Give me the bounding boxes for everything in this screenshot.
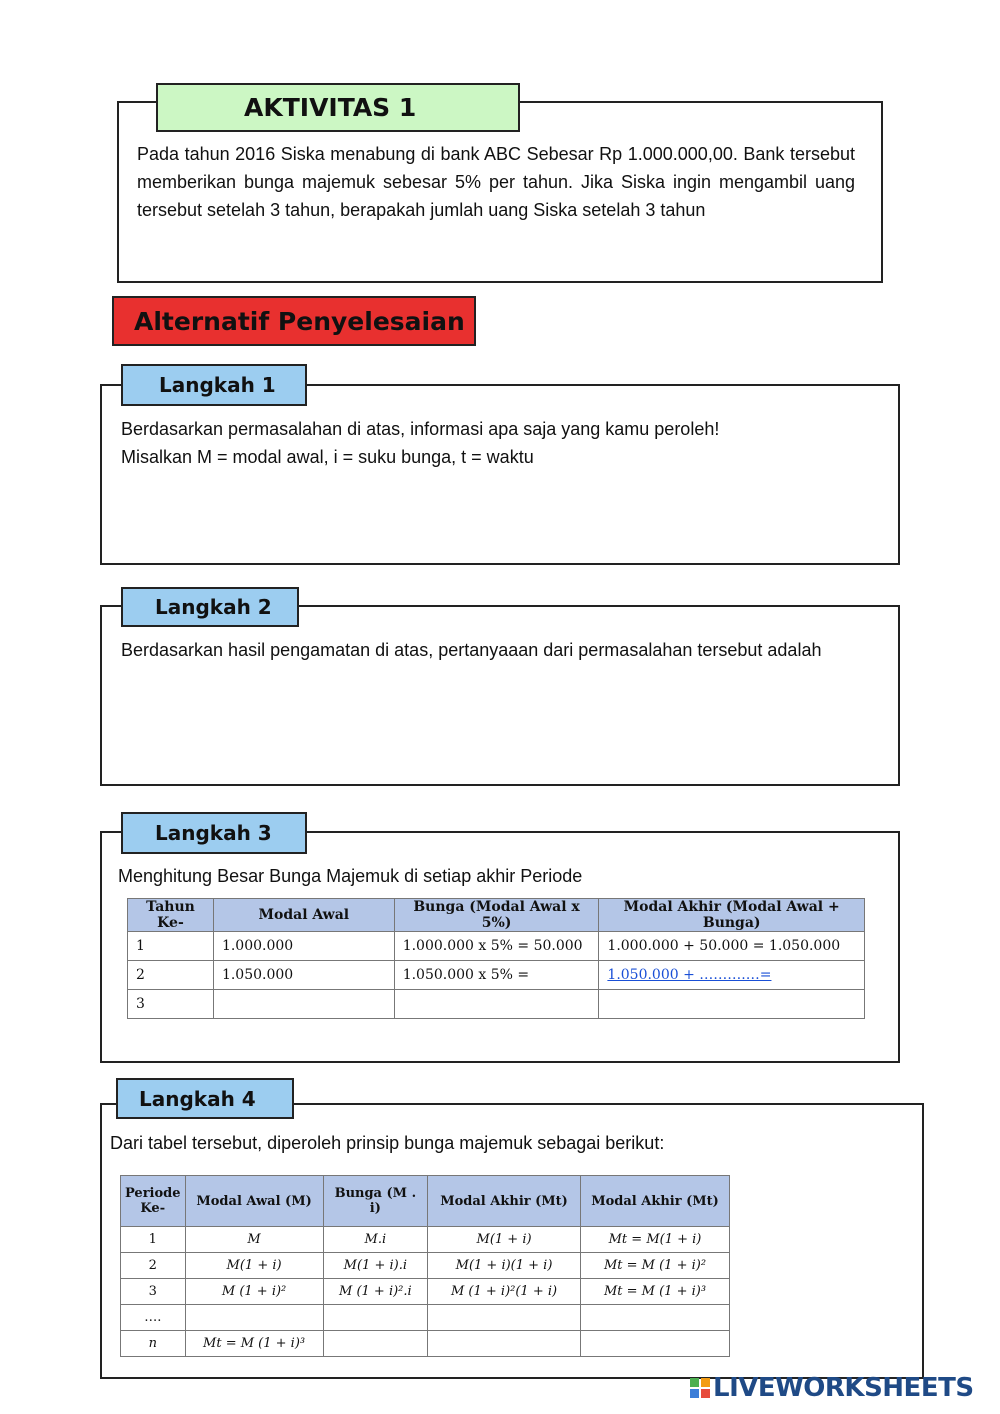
table-row [121,1227,730,1253]
table-row [121,1253,730,1279]
table-header: Modal Awal (M) [185,1176,323,1227]
table-cell: M (1 + i)²(1 + i) [428,1279,581,1305]
table-row [121,1279,730,1305]
answer-cell-bunga-3[interactable] [394,990,599,1019]
langkah3-title: Langkah 3 [155,821,272,845]
liveworksheets-logo-icon [690,1378,710,1398]
table-header: Modal Akhir (Modal Awal + Bunga) [599,899,865,932]
table-cell: M(1 + i).i [323,1253,427,1279]
table-cell: M [185,1227,323,1253]
langkah4-table [120,1175,730,1357]
table-header-row [121,1176,730,1227]
table-header: Bunga (Modal Awal x 5%) [394,899,599,932]
table-cell [323,1305,427,1331]
fill-in-blank[interactable]: 1.050.000 + ……….…= [607,967,772,983]
aktivitas-title-tag [156,83,520,132]
table-cell: Mt = M (1 + i)³ [581,1279,730,1305]
table-cell: n [121,1331,186,1357]
table-cell: 1.000.000 [213,932,394,961]
table-row [121,1331,730,1357]
table-cell: 1.000.000 x 5% = 50.000 [394,932,599,961]
aktivitas-title: AKTIVITAS 1 [244,93,417,122]
langkah3-table [127,898,865,1019]
table-cell: Mt = M(1 + i) [581,1227,730,1253]
table-cell: 2 [128,961,214,990]
langkah2-text: Berdasarkan hasil pengamatan di atas, pertanyaaan dari permasalahan tersebut adalah [121,640,822,660]
langkah4-intro: Dari tabel tersebut, diperoleh prinsip bunga majemuk sebagai berikut: [110,1133,665,1153]
table-header: Modal Akhir (Mt) [428,1176,581,1227]
table-cell [185,1305,323,1331]
langkah4-title-tag [116,1078,294,1119]
langkah1-box [100,384,900,565]
table-cell [581,1305,730,1331]
table-cell [581,1331,730,1357]
langkah1-line2: Misalkan M = modal awal, i = suku bunga, t = waktu [121,447,534,467]
answer-cell-modal-3[interactable] [213,990,394,1019]
table-cell [428,1331,581,1357]
answer-cell-akhir-3[interactable] [599,990,865,1019]
aktivitas-text: Pada tahun 2016 Siska menabung di bank ABC Sebesar Rp 1.000.000,00. Bank tersebut memberikan bunga majemuk sebesar 5% per tahun. Jika Siska ingin mengambil uang tersebut setelah 3 tahun, berapakah jumlah uang Siska setelah 3 tahun [137,144,855,220]
table-row [128,932,865,961]
langkah2-title-tag [121,587,299,627]
table-cell: M (1 + i)².i [323,1279,427,1305]
table-cell: M (1 + i)² [185,1279,323,1305]
table-cell [428,1305,581,1331]
langkah1-title: Langkah 1 [159,373,276,397]
table-cell: Mt = M (1 + i)² [581,1253,730,1279]
table-row [128,961,865,990]
table-row [128,990,865,1019]
langkah1-line1: Berdasarkan permasalahan di atas, informasi apa saja yang kamu peroleh! [121,419,720,439]
table-cell: 1.000.000 + 50.000 = 1.050.000 [599,932,865,961]
logo-text: LIVEWORKSHEETS [713,1373,974,1403]
table-cell: 3 [121,1279,186,1305]
table-cell: Mt = M (1 + i)³ [185,1331,323,1357]
table-row [121,1305,730,1331]
table-cell: 1 [128,932,214,961]
table-header: Modal Awal [213,899,394,932]
table-cell: 2 [121,1253,186,1279]
langkah2-title: Langkah 2 [155,595,272,619]
table-header: Bunga (M . i) [323,1176,427,1227]
table-cell: M(1 + i)(1 + i) [428,1253,581,1279]
table-cell [323,1331,427,1357]
langkah3-title-tag [121,812,307,854]
alternatif-title-tag [112,296,476,346]
table-cell: 1.050.000 [213,961,394,990]
langkah2-box [100,605,900,786]
liveworksheets-logo[interactable] [690,1373,974,1403]
table-header: Modal Akhir (Mt) [581,1176,730,1227]
table-cell: …. [121,1305,186,1331]
langkah3-intro: Menghitung Besar Bunga Majemuk di setiap akhir Periode [118,866,583,886]
langkah4-title: Langkah 4 [139,1086,256,1111]
table-header: Tahun Ke- [128,899,214,932]
answer-cell-akhir-2[interactable] [599,961,865,990]
table-cell: M(1 + i) [185,1253,323,1279]
table-cell: 3 [128,990,214,1019]
langkah1-title-tag [121,364,307,406]
table-header-row [128,899,865,932]
alternatif-title: Alternatif Penyelesaian [134,306,465,336]
table-cell: M(1 + i) [428,1227,581,1253]
answer-cell-bunga-2[interactable]: 1.050.000 x 5% = [394,961,599,990]
table-cell: 1 [121,1227,186,1253]
table-cell: M.i [323,1227,427,1253]
table-header: Periode Ke- [121,1176,186,1227]
